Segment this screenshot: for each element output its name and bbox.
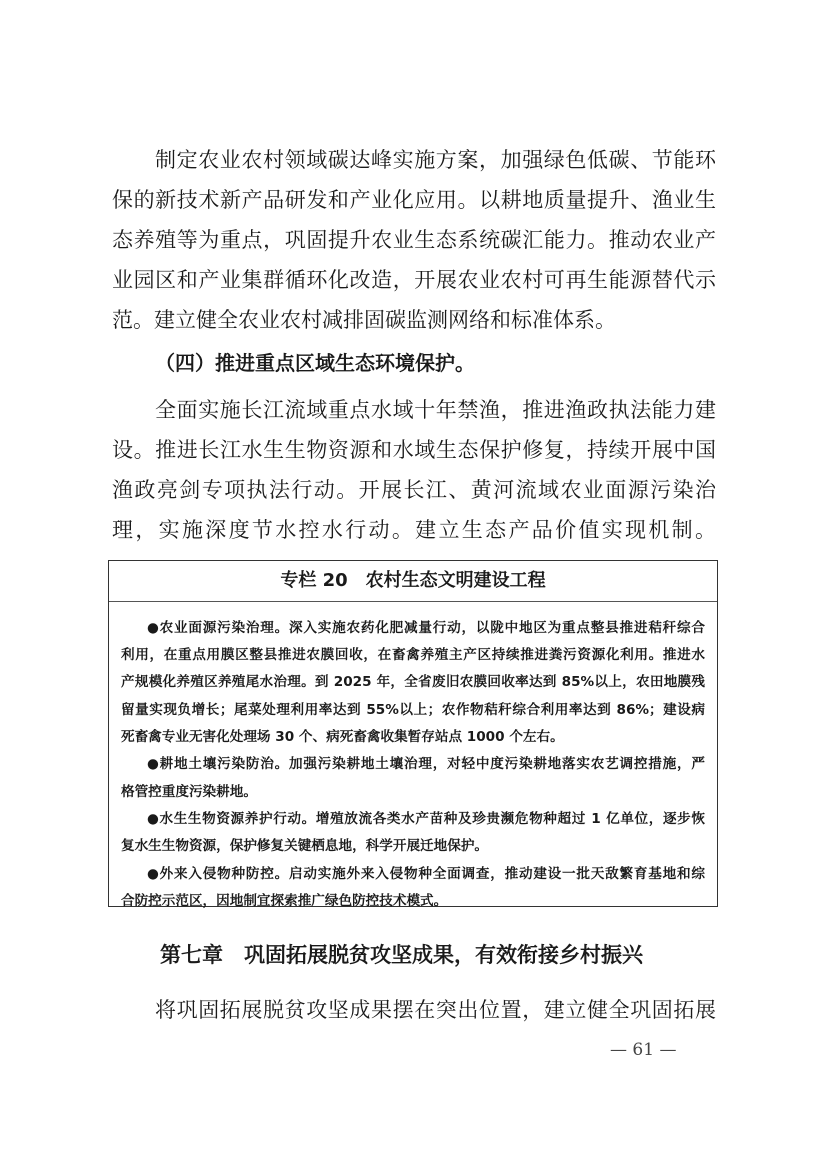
text-line: 设。推进长江水生生物资源和水域生态保护修复，持续开展中国 bbox=[112, 438, 716, 462]
box-line: 留量实现负增长；尾菜处理利用率达到 55%以上；农作物秸秆综合利用率达到 86%；建设病 bbox=[121, 702, 705, 718]
box-line: 死畜禽专业无害化处理场 30 个、病死畜禽收集暂存站点 1000 个左右。 bbox=[121, 729, 564, 745]
text-line: 保的新技术新产品研发和产业化应用。以耕地质量提升、渔业生 bbox=[112, 188, 716, 212]
text-line: 将巩固拓展脱贫攻坚成果摆在突出位置，建立健全巩固拓展 bbox=[155, 998, 716, 1022]
text-line: 制定农业农村领域碳达峰实施方案，加强绿色低碳、节能环 bbox=[155, 148, 716, 172]
feature-box bbox=[108, 560, 718, 907]
chapter-heading: 第七章 巩固拓展脱贫攻坚成果，有效衔接乡村振兴 bbox=[160, 943, 643, 967]
box-line: 产规模化养殖区养殖尾水治理。到 2025 年，全省废旧农膜回收率达到 85%以上，农田地膜残 bbox=[121, 674, 705, 690]
text-line: 渔政亮剑专项执法行动。开展长江、黄河流域农业面源污染治 bbox=[112, 478, 716, 502]
box-line: 复水生生物资源，保护修复关键栖息地，科学开展迁地保护。 bbox=[121, 838, 489, 854]
text-line: 全面实施长江流域重点水域十年禁渔，推进渔政执法能力建 bbox=[155, 398, 716, 422]
text-line: 范。建立健全农业农村减排固碳监测网络和标准体系。 bbox=[112, 308, 616, 332]
box-line: ●外来入侵物种防控。启动实施外来入侵物种全面调查，推动建设一批天敌繁育基地和综 bbox=[147, 866, 705, 882]
page-number: — 61 — bbox=[610, 1040, 677, 1060]
feature-box-title: 专栏 20 农村生态文明建设工程 bbox=[109, 561, 717, 602]
box-line: ●耕地土壤污染防治。加强污染耕地土壤治理，对轻中度污染耕地落实农艺调控措施，严 bbox=[147, 756, 705, 772]
text-line: 态养殖等为重点，巩固提升农业生态系统碳汇能力。推动农业产 bbox=[112, 228, 716, 252]
text-line: 业园区和产业集群循环化改造，开展农业农村可再生能源替代示 bbox=[112, 268, 716, 292]
text-line: 理，实施深度节水控水行动。建立生态产品价值实现机制。 bbox=[112, 518, 716, 542]
box-line: ●水生生物资源养护行动。增殖放流各类水产苗种及珍贵濒危物种超过 1 亿单位，逐步恢 bbox=[147, 811, 705, 827]
box-line: 合防控示范区，因地制宜探索推广绿色防控技术模式。 bbox=[121, 893, 448, 909]
section-subheading: （四）推进重点区域生态环境保护。 bbox=[155, 351, 475, 375]
box-line: ●农业面源污染治理。深入实施农药化肥减量行动，以陇中地区为重点整县推进秸秆综合 bbox=[147, 620, 705, 636]
box-line: 格管控重度污染耕地。 bbox=[121, 784, 257, 800]
box-line: 利用，在重点用膜区整县推进农膜回收，在畜禽养殖主产区持续推进粪污资源化利用。推进水 bbox=[121, 647, 705, 663]
